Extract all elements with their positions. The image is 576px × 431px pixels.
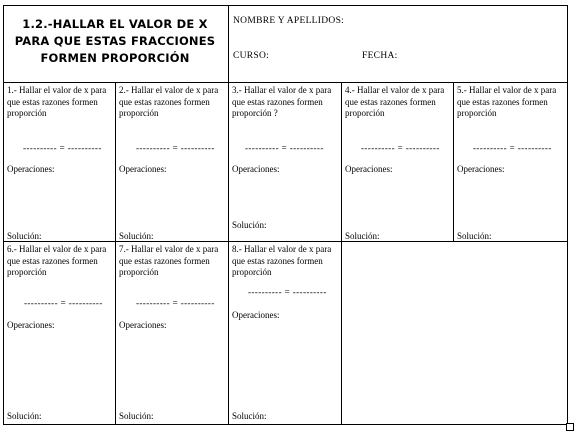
solution-label: Solución: <box>457 231 492 241</box>
page-corner-marker <box>566 423 574 431</box>
solution-label: Solución: <box>232 220 267 230</box>
operations-label: Operaciones: <box>457 164 505 174</box>
operations-label: Operaciones: <box>232 310 280 320</box>
solution-label: Solución: <box>232 411 267 421</box>
border-top <box>3 5 568 6</box>
date-label: FECHA: <box>362 51 398 61</box>
exercise-cell-5 <box>454 83 562 241</box>
exercise-instruction: 1.- Hallar el valor de x para que estas razones formen proporción <box>7 85 107 118</box>
proportion-blank: ---------- = ---------- <box>473 143 552 153</box>
course-label: CURSO: <box>233 51 270 61</box>
exercise-cell-7 <box>116 242 224 424</box>
operations-label: Operaciones: <box>7 320 55 330</box>
exercise-instruction: 3.- Hallar el valor de x para que estas razones formen proporción ? <box>232 85 332 118</box>
border-bottom <box>3 424 568 425</box>
name-label: NOMBRE Y APELLIDOS: <box>233 16 345 26</box>
solution-label: Solución: <box>119 231 154 241</box>
operations-label: Operaciones: <box>119 164 167 174</box>
proportion-blank: ---------- = ---------- <box>23 143 102 153</box>
header-divider <box>228 5 229 83</box>
exercise-instruction: 7.- Hallar el valor de x para que estas razones formen proporción <box>119 244 219 277</box>
proportion-blank: ---------- = ---------- <box>136 298 215 308</box>
proportion-blank: ---------- = ---------- <box>245 143 324 153</box>
exercise-instruction: 2.- Hallar el valor de x para que estas razones formen proporción <box>119 85 219 118</box>
exercise-cell-6 <box>4 242 112 424</box>
operations-label: Operaciones: <box>232 164 280 174</box>
proportion-blank: ---------- = ---------- <box>24 298 103 308</box>
solution-label: Solución: <box>345 231 380 241</box>
proportion-blank: ---------- = ---------- <box>248 287 327 297</box>
exercise-cell-4 <box>342 83 450 241</box>
exercise-instruction: 6.- Hallar el valor de x para que estas razones formen proporción <box>7 244 107 277</box>
operations-label: Operaciones: <box>119 320 167 330</box>
exercise-cell-3 <box>229 83 337 241</box>
solution-label: Solución: <box>119 411 154 421</box>
worksheet-title: 1.2.-HALLAR EL VALOR DE X PARA QUE ESTAS FRACCIONES FORMEN PROPORCIÓN <box>14 17 216 65</box>
solution-label: Solución: <box>7 231 42 241</box>
exercise-instruction: 8.- Hallar el valor de x para que estas razones formen proporción <box>232 244 332 277</box>
exercise-cell-8 <box>229 242 337 424</box>
exercise-instruction: 5.- Hallar el valor de x para que estas razones formen proporción <box>457 85 557 118</box>
exercise-cell-2 <box>116 83 224 241</box>
operations-label: Operaciones: <box>345 164 393 174</box>
exercise-instruction: 4.- Hallar el valor de x para que estas razones formen proporción <box>345 85 445 118</box>
exercise-cell-1 <box>4 83 112 241</box>
proportion-blank: ---------- = ---------- <box>136 143 215 153</box>
operations-label: Operaciones: <box>7 164 55 174</box>
solution-label: Solución: <box>7 411 42 421</box>
border-right <box>567 5 568 425</box>
proportion-blank: ---------- = ---------- <box>361 143 440 153</box>
empty-cell <box>342 242 567 424</box>
